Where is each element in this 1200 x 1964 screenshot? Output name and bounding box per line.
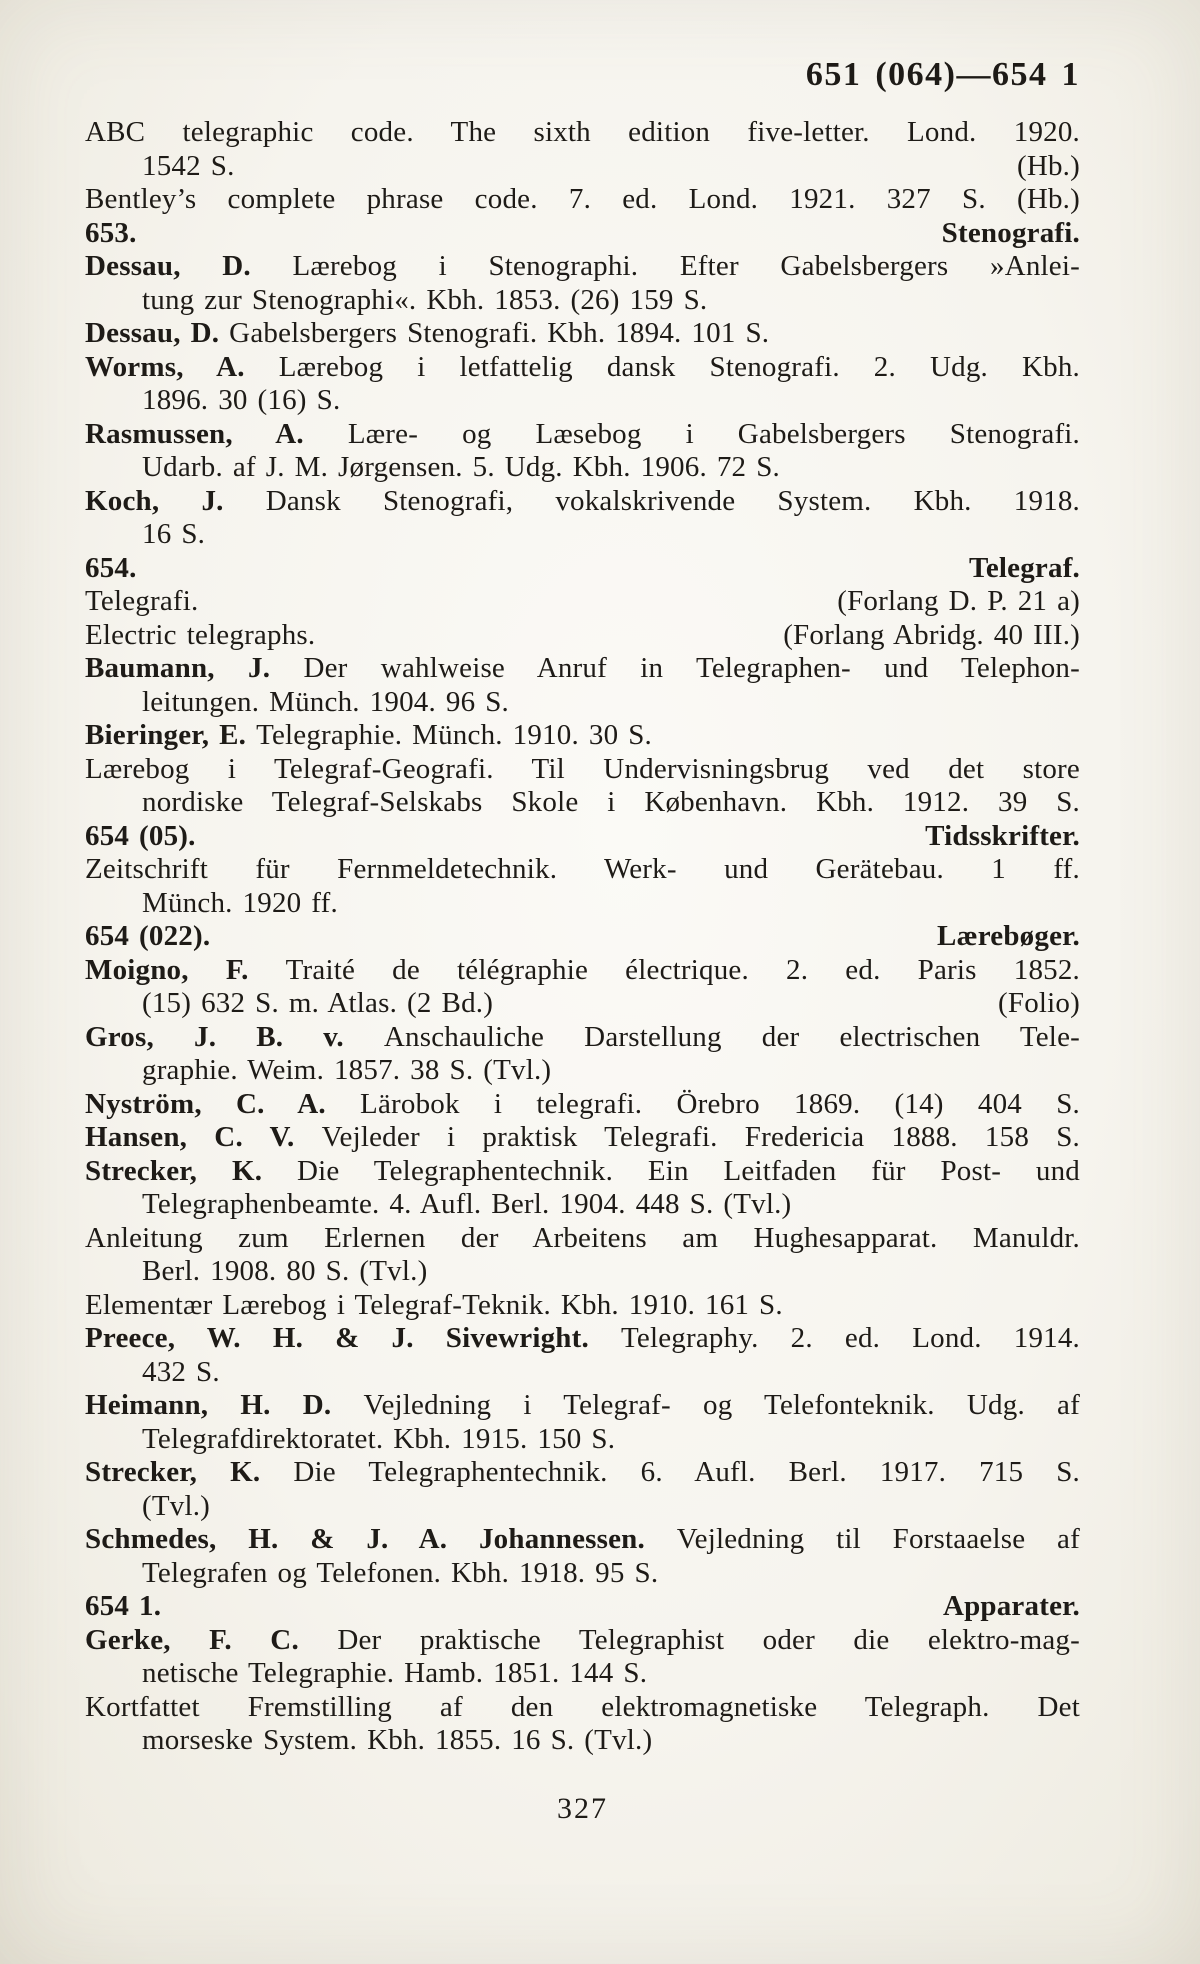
author-name: Schmedes, H. & J. A. Johannessen. <box>85 1523 677 1555</box>
author-name: Preece, W. H. & J. Sivewright. <box>85 1322 622 1354</box>
author-name: Rasmussen, A. <box>85 417 348 450</box>
bib-entry-line <box>85 1021 1080 1055</box>
line-text: Rasmussen, A. Lære- og Læsebog i Gabelsbergers Stenografi. <box>85 417 1081 450</box>
bib-entry-line <box>85 250 1080 284</box>
line-text: Elementær Lærebog i Telegraf-Teknik. Kbh. 1910. 161 S. <box>85 1288 783 1321</box>
section-label: Tidsskrifter. <box>925 819 1080 852</box>
section-number: 654 (022). <box>85 920 211 952</box>
bib-entry-line <box>85 1691 1080 1725</box>
bib-entry-line <box>85 954 1080 988</box>
bib-entry-line <box>85 284 1080 318</box>
author-name: Strecker, K. <box>85 1456 294 1488</box>
page-header-classification-code: 651 (064)—654 1 <box>805 56 1080 93</box>
bib-entry-line <box>85 518 1080 552</box>
line-right-text: (Forlang Abridg. 40 III.) <box>783 618 1080 651</box>
bib-entry-line <box>85 686 1080 720</box>
line-text: Baumann, J. Der wahlweise Anruf in Telegraphen- und Telephon- <box>85 652 1080 684</box>
bib-entry-line <box>85 719 1080 753</box>
bib-entry-line <box>85 1088 1080 1122</box>
bib-entry-line <box>85 1255 1080 1289</box>
line-text: Nyström, C. A. Lärobok i telegrafi. Örebro 1869. (14) 404 S. <box>85 1087 1080 1120</box>
bib-entry-line <box>85 619 1080 653</box>
section-heading <box>85 820 1080 854</box>
line-text: Telegrafen og Telefonen. Kbh. 1918. 95 S. <box>142 1556 659 1589</box>
bib-entry-line <box>85 652 1080 686</box>
section-number: 654 1. <box>85 1590 162 1622</box>
line-text: graphie. Weim. 1857. 38 S. (Tvl.) <box>142 1054 552 1086</box>
line-text: tung zur Stenographi«. Kbh. 1853. (26) 159 S. <box>142 283 708 316</box>
line-right-text: (Folio) <box>998 987 1080 1019</box>
bib-entry-line <box>85 451 1080 485</box>
line-text: (15) 632 S. m. Atlas. (2 Bd.) <box>142 987 494 1019</box>
section-number: 653. <box>85 216 137 249</box>
line-text: Kortfattet Fremstilling af den elektromagnetiske Telegraph. Det <box>85 1690 1080 1723</box>
section-heading <box>85 920 1080 954</box>
section-number: 654. <box>85 551 137 584</box>
bib-entry-line <box>85 1557 1080 1591</box>
line-text: Koch, J. Dansk Stenografi, vokalskrivende System. Kbh. 1918. <box>85 484 1080 517</box>
section-heading <box>85 1590 1080 1624</box>
section-label: Stenografi. <box>941 216 1080 249</box>
line-text: Zeitschrift für Fernmeldetechnik. Werk- und Gerätebau. 1 ff. <box>85 853 1080 885</box>
bib-entry-line <box>85 1121 1080 1155</box>
author-name: Koch, J. <box>85 484 266 517</box>
line-text: 1896. 30 (16) S. <box>142 384 341 416</box>
line-text: netische Telegraphie. Hamb. 1851. 144 S. <box>142 1657 648 1689</box>
line-text: Bieringer, E. Telegraphie. Münch. 1910. 30 S. <box>85 719 652 751</box>
line-text: leitungen. Münch. 1904. 96 S. <box>142 685 510 718</box>
line-text: 432 S. <box>142 1355 220 1388</box>
line-right-text: (Hb.) <box>1016 149 1080 182</box>
line-text: Schmedes, H. & J. A. Johannessen. Vejledning til Forstaaelse af <box>85 1523 1080 1555</box>
section-heading <box>85 552 1080 586</box>
line-text: Heimann, H. D. Vejledning i Telegraf- og Telefonteknik. Udg. af <box>85 1389 1080 1421</box>
author-name: Hansen, C. V. <box>85 1121 322 1153</box>
line-text: Udarb. af J. M. Jørgensen. 5. Udg. Kbh. 1906. 72 S. <box>142 451 780 483</box>
section-label: Telegraf. <box>968 551 1080 584</box>
bib-entry-line <box>85 150 1080 184</box>
line-text: (Tvl.) <box>142 1489 211 1522</box>
bib-entry-line <box>85 116 1080 150</box>
bib-entry-line <box>85 1222 1080 1256</box>
bib-entry-line <box>85 1389 1080 1423</box>
line-text: Preece, W. H. & J. Sivewright. Telegraphy. 2. ed. Lond. 1914. <box>85 1322 1080 1354</box>
bib-entry-line <box>85 1289 1080 1323</box>
bib-entry-line <box>85 1490 1080 1524</box>
bib-entry-line <box>85 1724 1080 1758</box>
author-name: Gros, J. B. v. <box>85 1020 384 1053</box>
bib-entry-line <box>85 987 1080 1021</box>
bib-entry-line <box>85 786 1080 820</box>
line-text: 16 S. <box>142 518 206 550</box>
bib-entry-line <box>85 1188 1080 1222</box>
line-text: Telegrafi. <box>85 585 199 617</box>
bib-entry-line <box>85 183 1080 217</box>
author-name: Heimann, H. D. <box>85 1389 364 1421</box>
bib-entry-line <box>85 1523 1080 1557</box>
line-text: Moigno, F. Traité de télégraphie électrique. 2. ed. Paris 1852. <box>85 953 1081 986</box>
line-text: Worms, A. Lærebog i letfattelig dansk Stenografi. 2. Udg. Kbh. <box>85 350 1080 383</box>
line-text: Strecker, K. Die Telegraphentechnik. Ein Leitfaden für Post- und <box>85 1154 1080 1187</box>
bib-entry-line <box>85 1356 1080 1390</box>
bib-entry-line <box>85 418 1080 452</box>
author-name: Strecker, K. <box>85 1154 297 1187</box>
author-name: Nyström, C. A. <box>85 1087 361 1120</box>
line-text: Dessau, D. Lærebog i Stenographi. Efter Gabelsbergers »Anlei- <box>85 250 1080 282</box>
page-number: 327 <box>557 1792 608 1825</box>
line-text: morseske System. Kbh. 1855. 16 S. (Tvl.) <box>142 1724 653 1756</box>
author-name: Dessau, D. <box>85 250 293 282</box>
bib-entry-line <box>85 887 1080 921</box>
line-text: 1542 S. <box>142 149 235 182</box>
author-name: Moigno, F. <box>85 953 286 986</box>
bib-entry-line <box>85 384 1080 418</box>
bib-entry-line <box>85 1657 1080 1691</box>
line-text: Strecker, K. Die Telegraphentechnik. 6. Aufl. Berl. 1917. 715 S. <box>85 1456 1080 1488</box>
author-name: Bieringer, E. <box>85 719 257 751</box>
line-text: Lærebog i Telegraf-Geografi. Til Undervisningsbrug ved det store <box>85 752 1080 785</box>
bib-entry-line <box>85 485 1080 519</box>
line-text: Gros, J. B. v. Anschauliche Darstellung der electrischen Tele- <box>85 1020 1080 1053</box>
line-text: Gerke, F. C. Der praktische Telegraphist oder die elektro-mag- <box>85 1623 1080 1656</box>
bib-entry-line <box>85 317 1080 351</box>
line-text: Anleitung zum Erlernen der Arbeitens am Hughesapparat. Manuldr. <box>85 1221 1080 1254</box>
line-text: Electric telegraphs. <box>85 618 316 651</box>
bib-entry-line <box>85 753 1080 787</box>
author-name: Dessau, D. <box>85 317 230 349</box>
line-text: ABC telegraphic code. The sixth edition five-letter. Lond. 1920. <box>85 116 1080 148</box>
bib-entry-line <box>85 1456 1080 1490</box>
line-text: Berl. 1908. 80 S. (Tvl.) <box>142 1255 428 1287</box>
author-name: Worms, A. <box>85 350 279 383</box>
line-text: Bentley’s complete phrase code. 7. ed. Lond. 1921. 327 S. (Hb.) <box>85 183 1080 215</box>
bib-entry-line <box>85 853 1080 887</box>
section-label: Lærebøger. <box>937 920 1080 952</box>
author-name: Baumann, J. <box>85 652 304 684</box>
line-text: nordiske Telegraf-Selskabs Skole i København. Kbh. 1912. 39 S. <box>142 786 1080 818</box>
bib-entry-line <box>85 1624 1080 1658</box>
section-heading <box>85 217 1080 251</box>
line-text: Telegrafdirektoratet. Kbh. 1915. 150 S. <box>142 1422 616 1455</box>
line-text: Dessau, D. Gabelsbergers Stenografi. Kbh. 1894. 101 S. <box>85 317 770 349</box>
bib-entry-line <box>85 351 1080 385</box>
author-name: Gerke, F. C. <box>85 1623 338 1656</box>
bib-entry-line <box>85 585 1080 619</box>
section-number: 654 (05). <box>85 819 196 852</box>
bib-entry-line <box>85 1054 1080 1088</box>
line-text: Münch. 1920 ff. <box>142 886 338 919</box>
bib-entry-line <box>85 1423 1080 1457</box>
line-text: Telegraphenbeamte. 4. Aufl. Berl. 1904. 448 S. (Tvl.) <box>142 1188 792 1220</box>
bibliography-text <box>85 116 1080 1758</box>
bib-entry-line <box>85 1155 1080 1189</box>
line-text: Hansen, C. V. Vejleder i praktisk Telegrafi. Fredericia 1888. 158 S. <box>85 1121 1080 1153</box>
section-label: Apparater. <box>942 1590 1080 1622</box>
line-right-text: (Forlang D. P. 21 a) <box>837 585 1080 617</box>
bib-entry-line <box>85 1322 1080 1356</box>
